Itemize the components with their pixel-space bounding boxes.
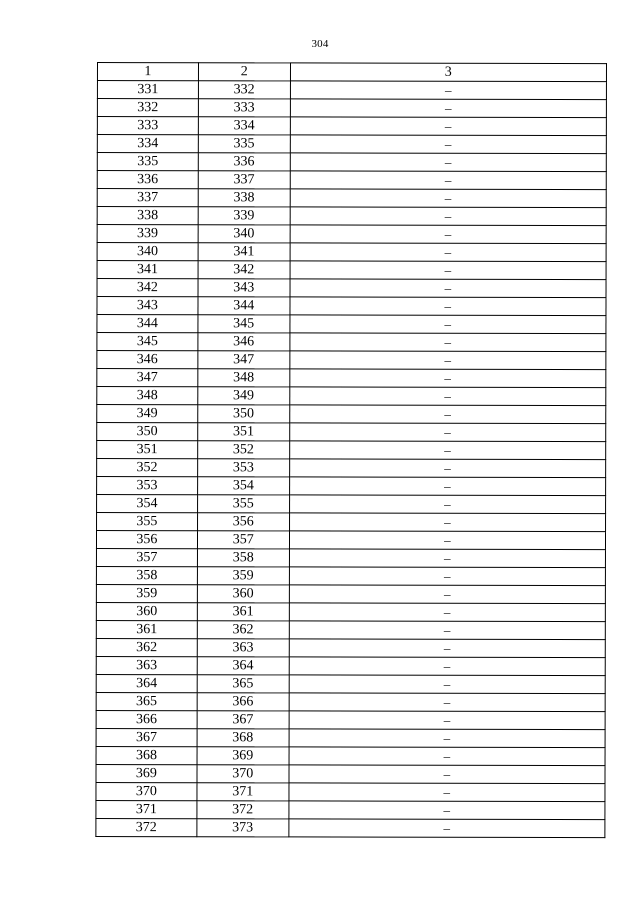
table-cell-col1: 358 [96,566,197,584]
table-cell-col3: – [290,153,606,172]
table-row [97,225,606,244]
table-cell-col3: – [289,819,605,838]
table-row [96,818,605,837]
table-cell-col1: 336 [97,171,198,189]
table-cell-col1: 359 [96,584,197,602]
table-cell-col2: 349 [198,387,290,405]
table-cell-col3: – [290,207,606,226]
table-cell-col2: 359 [197,567,289,585]
table-cell-col3: – [289,711,605,730]
table-row [97,243,606,262]
column-header-1: 1 [97,63,198,81]
table-row [97,135,606,154]
table-cell-col3: – [289,567,605,586]
table-cell-col3: – [290,81,606,100]
table-row [97,207,606,226]
table-row [96,800,605,819]
table-cell-col1: 339 [97,225,198,243]
column-header-3: 3 [290,63,606,82]
table-cell-col1: 361 [96,620,197,638]
table-cell-col1: 332 [97,99,198,117]
table-cell-col1: 348 [97,387,198,405]
table-cell-col1: 346 [97,351,198,369]
table-row [96,638,605,657]
table-cell-col2: 347 [198,351,290,369]
table-row [97,297,606,316]
table-row [97,459,606,478]
table-cell-col1: 335 [97,153,198,171]
table-row [97,441,606,460]
data-table [95,62,607,838]
header-row [97,63,606,82]
table-cell-col3: – [289,513,605,532]
table-cell-col3: – [290,351,606,370]
table-cell-col1: 356 [96,531,197,549]
table-cell-col1: 368 [96,746,197,764]
table-cell-col3: – [289,693,605,712]
table-cell-col1: 337 [97,189,198,207]
table-cell-col1: 366 [96,710,197,728]
table-row [97,423,606,442]
table-cell-col1: 341 [97,261,198,279]
table-cell-col3: – [290,297,606,316]
table-row [97,261,606,280]
table-cell-col3: – [290,315,606,334]
table-cell-col3: – [289,387,605,406]
table-cell-col3: – [290,135,606,154]
table-cell-col1: 355 [97,513,198,531]
table-row [96,620,605,639]
table-row [97,405,606,424]
table-cell-col3: – [289,423,605,442]
table-cell-col2: 353 [197,459,289,477]
table-cell-col1: 349 [97,405,198,423]
table-row [97,81,606,100]
table-cell-col2: 333 [198,99,290,117]
table-cell-col2: 365 [197,675,289,693]
table-cell-col1: 340 [97,243,198,261]
table-cell-col1: 344 [97,315,198,333]
table-row [96,531,605,550]
table-cell-col3: – [289,621,605,640]
table-row [96,656,605,675]
table-cell-col1: 365 [96,692,197,710]
table-row [97,477,606,496]
page-number: 304 [311,38,329,50]
table-cell-col3: – [290,117,606,136]
table-cell-col2: 334 [198,117,290,135]
table-cell-col2: 337 [198,171,290,189]
table-cell-col3: – [289,369,605,388]
table-row [97,153,606,172]
table-cell-col2: 344 [198,297,290,315]
table-cell-col2: 340 [198,225,290,243]
table-cell-col2: 348 [198,369,290,387]
table-cell-col3: – [290,189,606,208]
table-cell-col3: – [290,333,606,352]
table-cell-col3: – [289,495,605,514]
table-cell-col2: 361 [197,603,289,621]
table-cell-col2: 370 [197,765,289,783]
table-cell-col3: – [289,801,605,820]
table-cell-col1: 352 [97,459,198,477]
table-row [97,513,606,532]
table-cell-col2: 346 [198,333,290,351]
table-cell-col2: 372 [197,801,289,819]
table-cell-col1: 331 [97,81,198,99]
table-row [97,279,606,298]
column-header-2: 2 [198,63,290,81]
table-cell-col1: 371 [96,800,197,818]
table-cell-col2: 342 [198,261,290,279]
table-cell-col2: 335 [198,135,290,153]
table-cell-col3: – [289,549,605,568]
table-cell-col3: – [289,405,605,424]
table-row [97,315,606,334]
table-cell-col1: 333 [97,117,198,135]
table-cell-col1: 362 [96,638,197,656]
table-row [97,495,606,514]
table-cell-col3: – [289,477,605,496]
table-cell-col1: 334 [97,135,198,153]
table-cell-col2: 352 [197,441,289,459]
table-row [96,602,605,621]
table-row [97,99,606,118]
table-cell-col3: – [289,675,605,694]
table-cell-col2: 339 [198,207,290,225]
table-row [96,746,605,765]
table-cell-col2: 345 [198,315,290,333]
table-cell-col3: – [289,639,605,658]
table-cell-col2: 341 [198,243,290,261]
table-cell-col2: 332 [198,81,290,99]
table-cell-col1: 370 [96,782,197,800]
table-cell-col2: 363 [197,639,289,657]
table-cell-col2: 356 [197,513,289,531]
table-row [97,351,606,370]
table-cell-col2: 350 [198,405,290,423]
table-cell-col2: 368 [197,729,289,747]
table-cell-col1: 363 [96,656,197,674]
table-row [96,674,605,693]
table-body [96,81,607,838]
table-cell-col2: 343 [198,279,290,297]
table-cell-col2: 351 [198,423,290,441]
table-cell-col3: – [289,603,605,622]
table-cell-col3: – [289,657,605,676]
table-row [96,692,605,711]
table-cell-col3: – [289,783,605,802]
table-row [96,728,605,747]
table-cell-col3: – [289,765,605,784]
table-cell-col3: – [289,729,605,748]
table-row [97,387,606,406]
table-cell-col2: 357 [197,531,289,549]
table-row [96,566,605,585]
table-cell-col1: 351 [97,441,198,459]
table-cell-col3: – [290,279,606,298]
table-cell-col1: 367 [96,728,197,746]
table-cell-col2: 367 [197,711,289,729]
table-cell-col1: 360 [96,602,197,620]
table-row [97,171,606,190]
table-cell-col3: – [290,171,606,190]
table-row [96,710,605,729]
table-cell-col1: 343 [97,297,198,315]
table-cell-col3: – [290,225,606,244]
table-cell-col2: 355 [197,495,289,513]
table-cell-col1: 350 [97,423,198,441]
table-cell-col3: – [289,747,605,766]
table-cell-col3: – [289,459,605,478]
table-cell-col3: – [289,531,605,550]
table-cell-col2: 338 [198,189,290,207]
table-cell-col1: 345 [97,333,198,351]
table-cell-col1: 338 [97,207,198,225]
table-cell-col2: 354 [197,477,289,495]
table-cell-col2: 366 [197,693,289,711]
table-cell-col2: 360 [197,585,289,603]
table-row [96,764,605,783]
table-cell-col3: – [290,99,606,118]
table-cell-col1: 357 [96,549,197,567]
table-row [96,549,605,568]
table-cell-col1: 342 [97,279,198,297]
table-row [97,189,606,208]
table-cell-col1: 369 [96,764,197,782]
table-cell-col2: 371 [197,783,289,801]
table-cell-col1: 372 [96,818,197,836]
table-header [97,63,606,82]
table-cell-col2: 358 [197,549,289,567]
table-cell-col1: 354 [97,495,198,513]
table-cell-col2: 362 [197,621,289,639]
table-cell-col2: 369 [197,747,289,765]
table-cell-col2: 373 [197,819,289,837]
table-row [97,369,606,388]
table-cell-col3: – [289,585,605,604]
table-cell-col3: – [289,441,605,460]
table-cell-col1: 353 [97,477,198,495]
table-row [97,117,606,136]
table-cell-col1: 364 [96,674,197,692]
table-cell-col3: – [290,261,606,280]
table-cell-col3: – [290,243,606,262]
table-row [97,333,606,352]
table-row [96,782,605,801]
table-cell-col1: 347 [97,369,198,387]
table-cell-col2: 364 [197,657,289,675]
table-row [96,584,605,603]
table-cell-col2: 336 [198,153,290,171]
